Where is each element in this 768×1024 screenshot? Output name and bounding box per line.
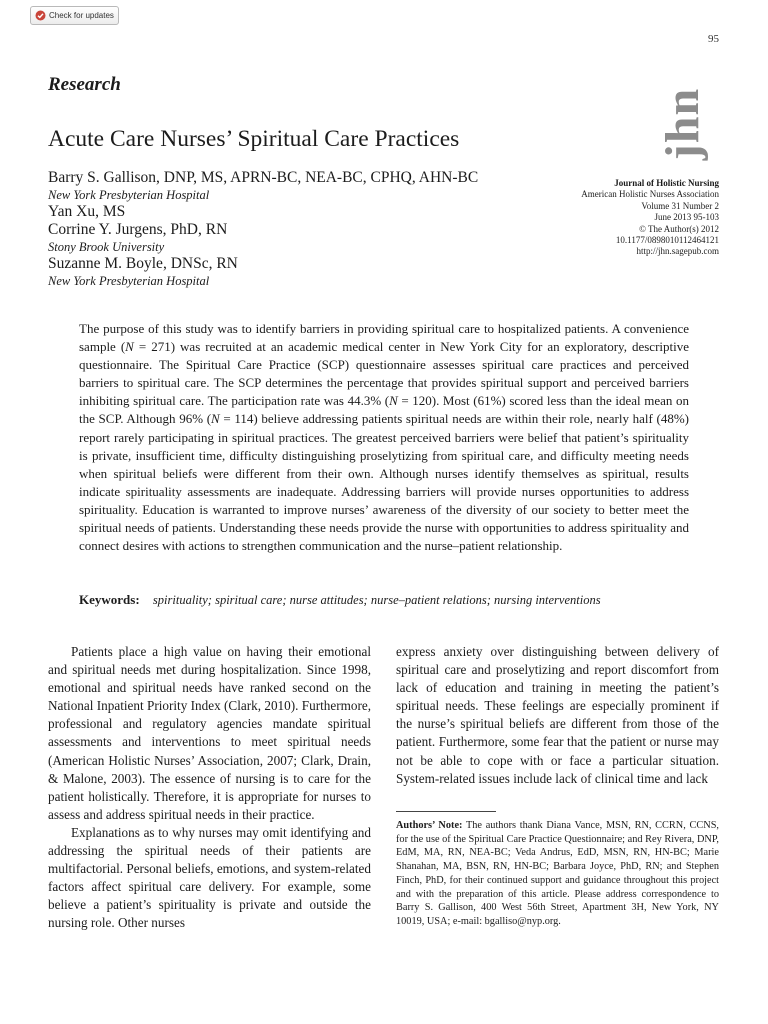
authors-note-text: The authors thank Diana Vance, MSN, RN, CCRN, CCNS, for the use of the Spiritual Care Practice Questionnaire; and Rey Rivera, DNP, EdM, MA, RN, NEA-BC; Veda Andrus, EdD, MSN, RN, HN-BC; Marie Shanahan, MA, BSN, RN, HN-BC; Barbara Joyce, PhD, RN; and Stephen Finch, PhD, for their continued support and guidance throughout this project and with the preparation of this article. Please address correspondence to Barry S. Gallison, 400 West 56th Street, Apartment 3H, New York, NY 10019, USA; e-mail: bgalliso@nyp.org.	[396, 820, 719, 927]
abstract-n: N	[211, 411, 220, 427]
abstract-text: The purpose of this study was to identify barriers in providing spiritual care to hospitalized patients. A convenience sample (	[79, 321, 689, 355]
body-paragraph: Explanations as to why nurses may omit identifying and addressing the spiritual needs of their patients are multifactorial. Personal beliefs, emotions, and system-related factors affect spiritual care delivery. For example, some believe a patient’s spirituality is private and outside the nursing role. Other nurses	[48, 824, 372, 931]
abstract-n: N	[125, 339, 134, 355]
check-updates-icon	[35, 10, 46, 21]
journal-name: Journal of Holistic Nursing	[614, 178, 719, 188]
body-paragraph: express anxiety over distinguishing between delivery of spiritual care and proselytizing and report discomfort from lack of education and training in meeting the patient’s spiritual needs. These feelings are especially prominent if the nurse’s spiritual beliefs are different from those of the patient. Furthermore, some fear that the patient or nurse may not be able to cope with or face a particular situation. System-related issues include lack of clinical time and lack	[396, 644, 719, 786]
author-name: Yan Xu, MS	[48, 203, 126, 220]
journal-url[interactable]: http://jhn.sagepub.com	[636, 246, 719, 257]
author-affiliation: New York Presbyterian Hospital	[48, 274, 210, 288]
section-label: Research	[48, 74, 121, 95]
keywords	[79, 592, 601, 608]
authors-note	[396, 819, 719, 929]
journal-date-pages: June 2013 95-103	[654, 212, 719, 223]
journal-info	[581, 178, 719, 258]
abstract-n: N	[389, 393, 398, 409]
footnote-divider	[396, 811, 496, 812]
abstract-text: = 120). Most (61%) scored less than the ideal mean on the SCP. Although 96% (	[79, 393, 689, 427]
article-title: Acute Care Nurses’ Spiritual Care Practices	[48, 126, 460, 152]
abstract	[79, 320, 689, 555]
page-number: 95	[708, 33, 719, 45]
journal-logo-text: jhn	[656, 87, 709, 161]
body-column-right	[396, 643, 719, 788]
body-paragraph: Patients place a high value on having their emotional and spiritual needs met during hospitalization. Since 1998, emotional and spiritual needs have ranked second on the National Inpatient Priority Index (Clark, 2010). Furthermore, professional and regulatory agencies mandate spiritual assessments and interventions to meet spiritual needs (American Holistic Nurses’ Association, 2007; Clark, Drain, & Malone, 2003). The essence of nursing is to care for the patient holistically. Therefore, it is appropriate for nurses to assess and address spiritual needs in their practice.	[48, 644, 371, 822]
check-for-updates-button[interactable]	[30, 6, 119, 25]
journal-volume: Volume 31 Number 2	[641, 200, 719, 211]
journal-copyright: © The Author(s) 2012	[639, 223, 719, 234]
author-affiliation: Stony Brook University	[48, 240, 165, 254]
author-list	[48, 169, 478, 289]
author-name: Suzanne M. Boyle, DNSc, RN	[48, 255, 238, 272]
author-affiliation: New York Presbyterian Hospital	[48, 188, 210, 202]
check-for-updates-label: Check for updates	[49, 11, 114, 20]
abstract-text: = 271) was recruited at an academic medical center in New York City for an exploratory, descriptive questionnaire. The Spiritual Care Practice (SCP) questionnaire assesses spiritual care practices and perceived barriers to spiritual care. The SCP determines the percentage that provides spiritual support and perceived barriers inhibiting spiritual care. The participation rate was 44.3% (	[79, 339, 690, 409]
authors-note-label: Authors’ Note:	[396, 820, 463, 831]
journal-logo	[647, 66, 719, 182]
abstract-text: = 114) believe addressing patients spiritual needs are within their role, nearly half (48%) report rarely participating in spiritual practices. The greatest perceived barriers were belief that patient’s spirituality is private, insufficient time, difficulty distinguishing proselytizing from spiritual care, and difficulty meeting needs when spiritual beliefs were different from their own. Although nurses identify themselves as spiritual, results indicate spirituality assessments are inadequate. Addressing barriers will provide nurses opportunities to address spirituality. Education is warranted to improve nurses’ awareness of the diversity of our society to better meet the spiritual needs of patients. Understanding these needs provide the nurse with opportunities to address spirituality and connect desires with actions to strengthen communication and the nurse–patient relationship.	[79, 411, 689, 554]
author-name: Barry S. Gallison, DNP, MS, APRN-BC, NEA-BC, CPHQ, AHN-BC	[48, 169, 479, 186]
body-column-left	[48, 643, 371, 933]
keywords-label: Keywords:	[79, 592, 140, 607]
journal-doi[interactable]: 10.1177/0898010112464121	[615, 235, 719, 246]
journal-association: American Holistic Nurses Association	[581, 189, 719, 200]
author-name: Corrine Y. Jurgens, PhD, RN	[48, 221, 228, 238]
keywords-text: spirituality; spiritual care; nurse attitudes; nurse–patient relations; nursing interventions	[152, 593, 601, 607]
